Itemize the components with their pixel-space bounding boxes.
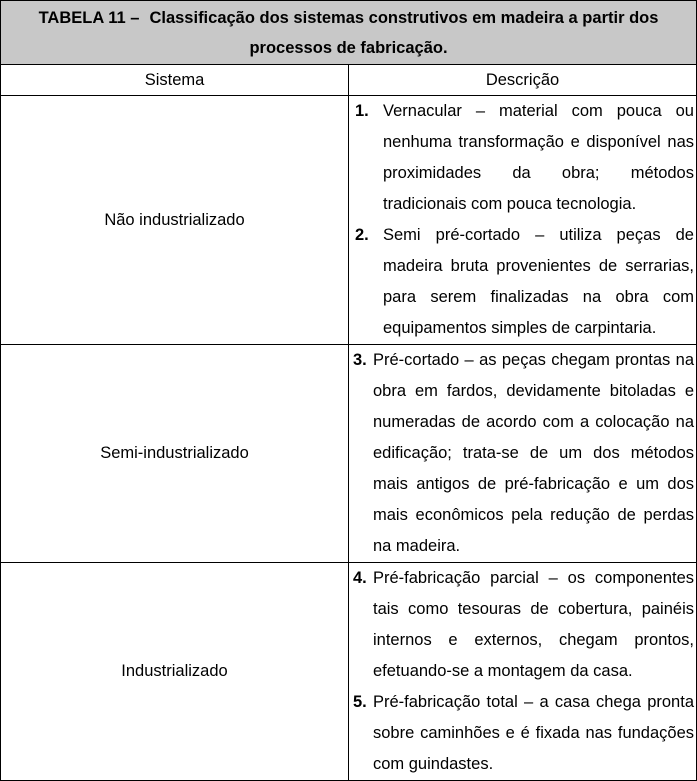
item-title: Vernacular – xyxy=(383,102,486,120)
system-cell: Não industrializado xyxy=(1,96,349,345)
table-row xyxy=(1,563,697,781)
description-cell xyxy=(349,96,697,345)
caption-number: TABELA 11 – xyxy=(38,8,140,27)
table-row xyxy=(1,96,697,345)
description-cell xyxy=(349,563,697,781)
caption-row xyxy=(1,1,697,65)
item-number: 3. xyxy=(353,351,367,369)
list-item xyxy=(349,220,696,344)
table-row xyxy=(1,345,697,563)
item-text: material com pouca ou nenhuma transformação e disponível nas proximidades da obra; métodos tradicionais com pouca tecnologia. xyxy=(383,102,694,213)
list-item xyxy=(349,345,696,562)
list-item xyxy=(349,563,696,687)
system-cell: Semi-industrializado xyxy=(1,345,349,563)
system-cell: Industrializado xyxy=(1,563,349,781)
description-cell xyxy=(349,345,697,563)
item-number: 1. xyxy=(355,102,369,120)
header-row xyxy=(1,65,697,96)
item-text: as peças chegam prontas na obra em fardos, devidamente bitoladas e numeradas de acordo com a colocação na edificação; trata-se de um dos métodos mais antigos de pré-fabricação e um dos mais econômicos pela redução de perdas na madeira. xyxy=(373,351,694,555)
item-title: Pré-fabricação total – xyxy=(373,693,534,711)
list-item xyxy=(349,96,696,220)
item-title: Semi pré-cortado – xyxy=(383,226,545,244)
list-item xyxy=(349,687,696,780)
header-system: Sistema xyxy=(1,65,349,96)
item-text: os componentes tais como tesouras de cobertura, painéis internos e externos, chegam prontos, efetuando-se a montagem da casa. xyxy=(373,569,695,680)
item-text: a casa chega pronta sobre caminhões e é fixada nas fundações com guindastes. xyxy=(373,693,694,773)
item-title: Pré-cortado – xyxy=(373,351,474,369)
item-title: Pré-fabricação parcial – xyxy=(373,569,558,587)
header-description: Descrição xyxy=(349,65,697,96)
item-number: 2. xyxy=(355,226,369,244)
item-number: 5. xyxy=(353,693,367,711)
caption-text: Classificação dos sistemas construtivos em madeira a partir dos processos de fabricação. xyxy=(149,8,659,57)
item-number: 4. xyxy=(353,569,367,587)
item-text: utiliza peças de madeira bruta provenientes de serrarias, para serem finalizadas na obra com equipamentos simples de carpintaria. xyxy=(383,226,694,337)
table-caption xyxy=(1,1,697,65)
